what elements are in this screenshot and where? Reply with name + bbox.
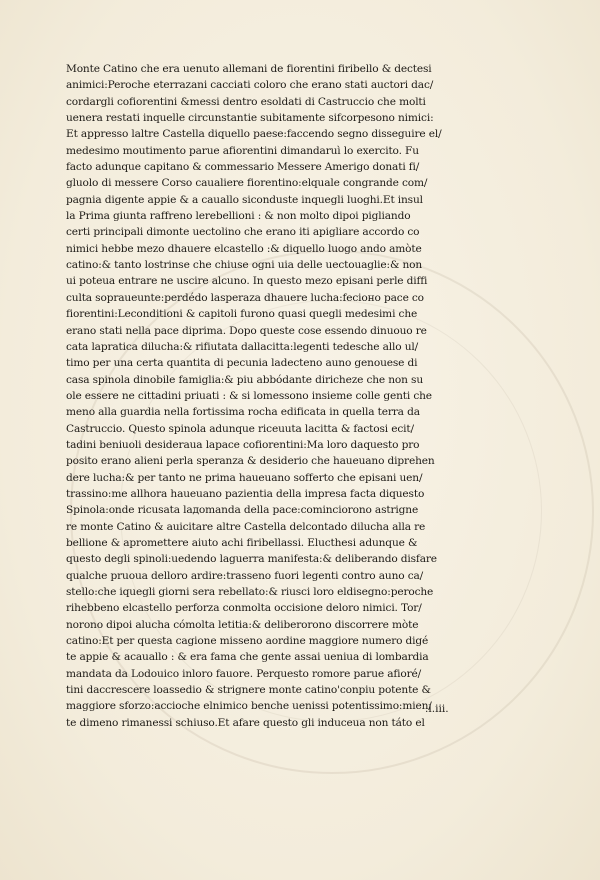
text-line: qualche pruoua delloro ardire:trassеno fuori legenti contro auno ca/ (66, 569, 424, 582)
text-line: catino:Et per questa cagione missеno aordine maggiore numero digé (66, 635, 429, 648)
folio-number: .l.iii. (425, 703, 449, 715)
text-line: ole essere ne cittadini priuati : & si lomessono insieme colle genti che (66, 389, 432, 402)
text-line: culta sopraueunte:perdédo lasperaza dhauere lucha:fecioно pace co (66, 291, 424, 304)
text-line: medesimo moutimento parue afiorentini dimandaruì lo exercito. Fu (66, 144, 419, 157)
text-line: Spinola:onde ricusata lадomanda della pace:cominciorono astrigne (66, 504, 419, 517)
text-line: fiorentini:Leconditioni & capitoli furono quasi quegli medesimi che (66, 308, 418, 321)
text-line: norono dipoi alucha cómolta letitia:& deliberorono discorrere mòte (66, 618, 419, 631)
text-line: rihebbeno elcastello perforza conmolta occisione deloro nimici. Tor/ (66, 602, 422, 615)
text-line: erano stati nella pace diprima. Dopo queste cose essendo dinuouo re (66, 324, 427, 337)
text-line: uenera restati inquelle circunstantie subitamente sifcorpesono nimici: (66, 112, 434, 125)
text-line: tini daccrescere loassedio & strignere monte catino'conpiu potente & (66, 684, 431, 697)
text-line: maggiore sforzo:accioche elnimico benche uenissi potentissimo:mien/ (66, 700, 432, 713)
text-line: posito erano alieni perla speranza & desiderio che haueuano diprehen (66, 455, 435, 468)
text-line: la Prima giunta raffreno lerebellioni : & non molto dipoi pigliando (66, 210, 411, 223)
text-line: tadini beniuoli desideraua lapace cofiorentini:Ma loro daquesto pro (66, 438, 420, 451)
text-line: ui poteua entrare ne uscire alcuno. In questo mezo episani perle diffi (66, 275, 428, 288)
text-line: Castruccio. Questo spinola adunque riceuuta lacitta & factosi ecit/ (66, 422, 414, 435)
text-line: certi principali dimonte uectolino che erano iti apigliare accordo co (66, 226, 420, 239)
text-line: te appie & acauallo : & era fama che gente assai ueniua di lombardia (66, 651, 429, 664)
text-line: casa spinola dinobile famiglia:& piu abbódante diricheze che non su (66, 373, 424, 386)
text-line: meno alla guardia nella fortissima rocha edificata in quella terra da (66, 406, 420, 419)
text-line: trassino:me allhora haueuano pazientia della impresa facta diquesto (66, 487, 425, 500)
text-line: cordargli cofiorentini &messi dentro esoldati di Castruccio che molti (66, 95, 426, 108)
text-line: pagnia digente appie & a cauallo siconduste inquegli luoghi.Et insul (66, 193, 423, 206)
text-line: bellione & apromettere aiuto achi firibellassi. Elucthesi adunque & (66, 536, 418, 549)
text-line: dere lucha:& per tanto ne prima haueuano sofferto che episani uen/ (66, 471, 423, 484)
text-line: questo degli spinoli:uedendo laguerra manifesta:& deliberando disfare (66, 553, 437, 566)
text-line: Et appresso laltre Castella diquello paese:faccendo segno disseguire el/ (66, 128, 442, 141)
text-line: timo per una certa quantita di pecunia ladectеno auno genouese di (66, 357, 418, 370)
text-block (66, 61, 544, 731)
text-line: te dimeno rimanessi schiuso.Et afare questo gli induceua non táto el (66, 716, 425, 729)
text-line: catino:& tanto lostrinse che chiuse ogni uia delle uectouaglie:& non (66, 259, 423, 272)
text-line: animici:Peroche eterrazani cacciati coloro che erano stati auctori dac/ (66, 79, 434, 92)
text-line: nimici hebbe mezo dhauere elcastello :& diquello luogo ando amòte (66, 242, 422, 255)
text-line: re monte Catino & auicitare altre Castella delcontado dilucha alla re (66, 520, 426, 533)
text-line: cata lapratica dilucha:& rifiutata dallacitta:legenti tedesche allo ul/ (66, 340, 419, 353)
text-line: gluolo di messere Corso caualiere fiorentino:elquale congrande com/ (66, 177, 428, 190)
text-line: stello:che iquegli giorni sera rebellato:& riusci loro eldisegno:peroche (66, 586, 434, 598)
text-line: Monte Catino che era uenuto allemani de fiorentini firibello & dectesi (66, 63, 432, 75)
text-line: mandata da Lodouico inloro fauore. Perquesto romore parue afioré/ (66, 667, 422, 680)
text-line: facto adunque capitano & commessario Messere Amerigo donati fi/ (66, 161, 420, 174)
